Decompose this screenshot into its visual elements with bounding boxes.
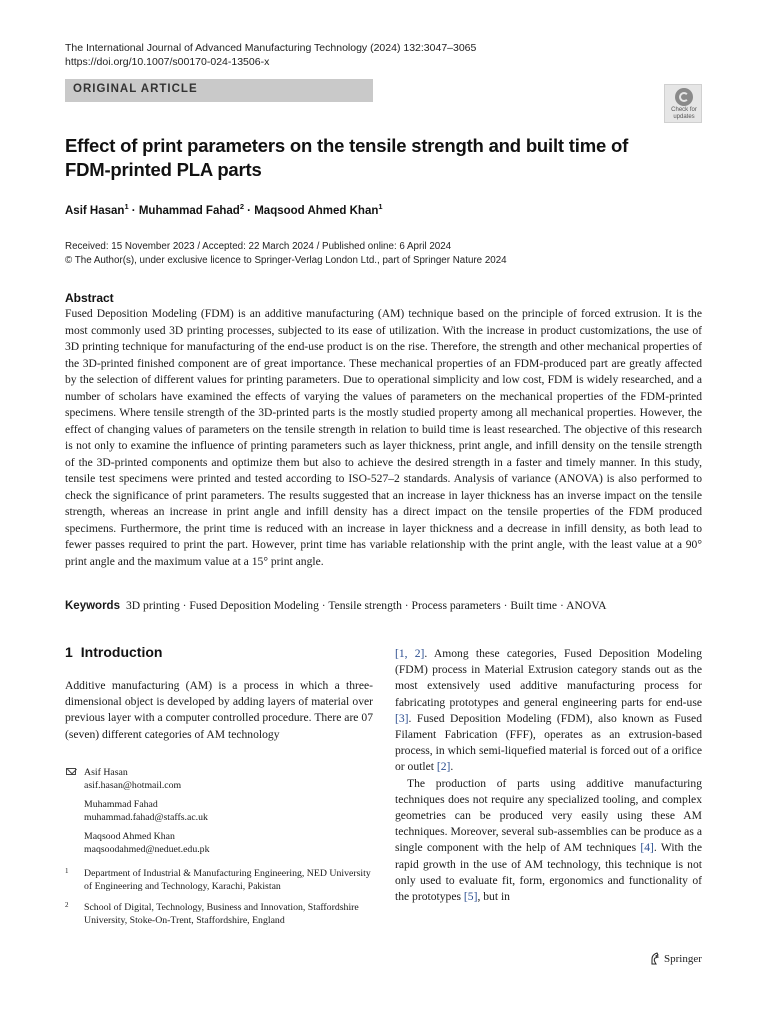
check-updates-text-line2: updates bbox=[673, 114, 695, 120]
citation-link[interactable]: [2] bbox=[436, 760, 451, 774]
mail-icon bbox=[66, 768, 76, 775]
affiliation-number: 2 bbox=[65, 901, 69, 909]
publisher-name: Springer bbox=[664, 952, 702, 965]
paragraph-text: . Fused Deposition Modeling (FDM), also known as Fused Filament Fabrication (FFF), operates as an extrusion-based process, in which semi-liquefied material is forced out of a orifice or outlet bbox=[395, 711, 702, 774]
keywords-text: 3D printing · Fused Deposition Modeling · Tensile strength · Process parameters · Built time · ANOVA bbox=[125, 599, 607, 612]
paragraph-text: . With the rapid growth in the use of AM technology, this technique is not only used to evaluate fit, form, ergonomics and functionality of the prototypes bbox=[395, 841, 702, 904]
paragraph-text: . Among these categories, Fused Deposition Modeling (FDM) process in Material Extrusion category stands out as the most extensively used additive manufacturing process for fabricating prototypes and general engineering parts for end-use bbox=[395, 647, 702, 709]
paragraph-text: . bbox=[450, 760, 454, 774]
check-for-updates-badge[interactable] bbox=[664, 84, 702, 123]
right-column bbox=[395, 646, 702, 905]
doi-link[interactable]: https://doi.org/10.1007/s00170-024-13506-x bbox=[65, 56, 270, 68]
copyright-notice: © The Author(s), under exclusive licence to Springer-Verlag London Ltd., part of Springer Nature 2024 bbox=[65, 255, 507, 266]
author-list bbox=[65, 203, 383, 219]
paragraph-text: The production of parts using additive manufacturing techniques does not require any specialized tooling, and complex geometries can be produced very easily using these AM techniques. Moreover, several sub-assemblies can be produce as a single component with the help of AM techniques bbox=[395, 776, 702, 855]
intro-paragraph-2 bbox=[395, 646, 702, 776]
affiliation-text: Department of Industrial & Manufacturing Engineering, NED University of Engineering and Technology, Karachi, Pakistan bbox=[84, 868, 371, 892]
author-separator: · bbox=[243, 205, 255, 217]
author-name[interactable]: Maqsood Ahmed Khan bbox=[254, 205, 379, 217]
citation-link[interactable]: [3] bbox=[395, 711, 409, 725]
author-name[interactable]: Asif Hasan bbox=[65, 205, 125, 217]
abstract-body: Fused Deposition Modeling (FDM) is an additive manufacturing (AM) technique based on the principle of forced extrusion. It is the most commonly used 3D printing processes, subjected to its ease of utilization. With the increase in product customizations, the use of 3D printing technique for manufacturing of the end-use product is on the rise. Therefore, the strength and other mechanical properties of the 3D-printed finished component are of great importance. These mechanical properties of an FDM-produced part are greatly affected by the selection of different values for printing parameters. Due to operational simplicity and low cost, FDM is widely researched, and a number of scholars have examined the effects of varying the values of parameters on the mechanical properties of the FDM-printed specimens. Where tensile strength of the 3D-printed parts is the mostly studied property among all mechanical properties. However, the effect of changing values of parameters on the tensile strength in relation to build time is least researched. The objective of this research is not only to examine the influence of printing parameters such as layer thickness, print angle, and infill density on the tensile strength of the 3D-printed components and optimize them but also to achieve the desired strength in a faster and timely manner. In this study, tensile test specimens were printed and tested according to ISO-527–2 standards. Analysis of variance (ANOVA) is also performed to check the significance of print parameters. The results suggested that an increase in layer thickness has an inverse impact on the tensile strength, whereas an increase in print angle and infill density has a direct impact on the tensile properties of the FDM produced specimens. Furthermore, the print time is reduced with an increase in layer thickness and a decrease in infill density, as both lead to fewer passes required to print the part. However, print time has variable relationship with the print angle, with the least value at a 90° print angle and the maximum value at a 15° print angle. bbox=[65, 307, 702, 568]
contact-email[interactable]: asif.hasan@hotmail.com bbox=[84, 780, 182, 791]
citation-link[interactable]: [1, 2] bbox=[395, 647, 425, 660]
author-affiliation-sup: 1 bbox=[378, 202, 383, 212]
intro-paragraph-1: Additive manufacturing (AM) is a process in which a three-dimensional object is developed by adding layers of material over previous layer with a computer controlled procedure. There are 07 (seven) different categories of AM technology bbox=[65, 679, 373, 741]
contact-name: Muhammad Fahad bbox=[84, 799, 158, 810]
contact-email[interactable]: muhammad.fahad@staffs.ac.uk bbox=[84, 812, 208, 823]
abstract-heading: Abstract bbox=[65, 291, 114, 305]
affiliation-entry bbox=[65, 901, 373, 927]
check-updates-icon bbox=[675, 88, 693, 106]
springer-logo bbox=[649, 952, 702, 965]
section-number: 1 bbox=[65, 644, 73, 660]
article-title: Effect of print parameters on the tensile strength and built time of FDM-printed PLA parts bbox=[65, 135, 629, 180]
author-affiliation-sup: 2 bbox=[239, 202, 244, 212]
corresponding-contacts bbox=[65, 766, 373, 862]
contact-name: Asif Hasan bbox=[84, 767, 128, 778]
section-heading-introduction bbox=[65, 643, 373, 661]
section-title: Introduction bbox=[80, 644, 163, 660]
check-updates-text-line1: Check for bbox=[671, 107, 697, 113]
keywords-label: Keywords bbox=[65, 600, 120, 612]
contact-entry bbox=[65, 830, 373, 856]
contact-name: Maqsood Ahmed Khan bbox=[84, 831, 175, 842]
publication-dates: Received: 15 November 2023 / Accepted: 22 March 2024 / Published online: 6 April 2024 bbox=[65, 241, 452, 252]
contact-email[interactable]: maqsoodahmed@neduet.edu.pk bbox=[84, 844, 210, 855]
affiliation-entry bbox=[65, 867, 373, 893]
affiliations bbox=[65, 867, 373, 935]
affiliation-text: School of Digital, Technology, Business and Innovation, Staffordshire University, Stoke-On-Trent, Staffordshire, England bbox=[84, 902, 359, 926]
contact-entry bbox=[65, 798, 373, 824]
journal-citation: The International Journal of Advanced Manufacturing Technology (2024) 132:3047–3065 bbox=[65, 42, 477, 54]
paragraph-text: , but in bbox=[477, 890, 510, 904]
article-type-banner bbox=[65, 79, 373, 102]
author-affiliation-sup: 1 bbox=[124, 202, 129, 212]
left-column bbox=[65, 643, 373, 743]
author-name[interactable]: Muhammad Fahad bbox=[138, 205, 240, 217]
affiliation-number: 1 bbox=[65, 867, 69, 875]
contact-entry bbox=[65, 766, 373, 792]
intro-paragraph-3 bbox=[395, 776, 702, 906]
author-separator: · bbox=[128, 205, 139, 217]
citation-link[interactable]: [4] bbox=[640, 841, 654, 855]
springer-horse-icon bbox=[649, 952, 661, 965]
article-type-label: ORIGINAL ARTICLE bbox=[73, 83, 198, 95]
citation-link[interactable]: [5] bbox=[463, 890, 478, 904]
keywords-line bbox=[65, 598, 702, 614]
